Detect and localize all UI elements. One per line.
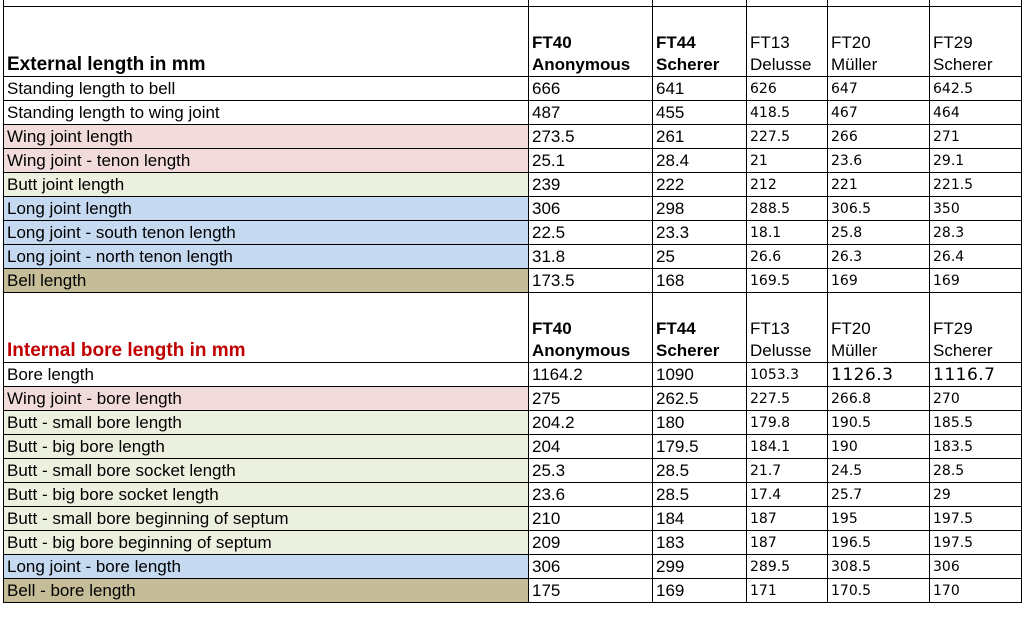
table-row: [4, 507, 1022, 531]
column-maker: Scherer: [656, 55, 720, 74]
row-label: Butt - small bore beginning of septum: [4, 507, 529, 531]
column-maker: Anonymous: [532, 341, 631, 360]
value-cell: 298: [653, 197, 747, 221]
column-header: [930, 7, 1022, 77]
table-row: [4, 149, 1022, 173]
value-cell: 227.5: [747, 125, 828, 149]
table-row: [4, 411, 1022, 435]
section-title: Internal bore length in mm: [4, 293, 529, 363]
value-cell: 29.1: [930, 149, 1022, 173]
table-row: [4, 269, 1022, 293]
value-cell: 184: [653, 507, 747, 531]
column-maker: Anonymous: [532, 55, 631, 74]
row-label: Butt - big bore beginning of septum: [4, 531, 529, 555]
column-header: [529, 7, 653, 77]
value-cell: 31.8: [529, 245, 653, 269]
value-cell: 271: [930, 125, 1022, 149]
column-header: [529, 293, 653, 363]
value-cell: 28.5: [653, 483, 747, 507]
value-cell: 190.5: [828, 411, 930, 435]
section-title: External length in mm: [4, 7, 529, 77]
value-cell: 169: [653, 579, 747, 603]
value-cell: 487: [529, 101, 653, 125]
value-cell: 262.5: [653, 387, 747, 411]
value-cell: 168: [653, 269, 747, 293]
value-cell: 1164.2: [529, 363, 653, 387]
value-cell: 306: [930, 555, 1022, 579]
value-cell: 209: [529, 531, 653, 555]
value-cell: 270: [930, 387, 1022, 411]
column-code: FT44: [656, 319, 696, 338]
table-row: [4, 125, 1022, 149]
column-code: FT44: [656, 33, 696, 52]
value-cell: 17.4: [747, 483, 828, 507]
table-row: [4, 363, 1022, 387]
value-cell: 18.1: [747, 221, 828, 245]
column-code: FT13: [750, 319, 790, 338]
value-cell: 171: [747, 579, 828, 603]
row-label: Wing joint length: [4, 125, 529, 149]
value-cell: 22.5: [529, 221, 653, 245]
measurements-table: [3, 6, 1022, 603]
row-label: Butt - big bore length: [4, 435, 529, 459]
measurements-table-body: [4, 7, 1022, 603]
value-cell: 25.1: [529, 149, 653, 173]
table-row: [4, 435, 1022, 459]
value-cell: 197.5: [930, 531, 1022, 555]
row-label: Butt joint length: [4, 173, 529, 197]
value-cell: 222: [653, 173, 747, 197]
value-cell: 266: [828, 125, 930, 149]
value-cell: 26.3: [828, 245, 930, 269]
value-cell: 288.5: [747, 197, 828, 221]
value-cell: 641: [653, 77, 747, 101]
value-cell: 28.4: [653, 149, 747, 173]
value-cell: 306: [529, 197, 653, 221]
column-maker: Müller: [831, 341, 878, 360]
row-label: Long joint - north tenon length: [4, 245, 529, 269]
value-cell: 306: [529, 555, 653, 579]
value-cell: 187: [747, 507, 828, 531]
column-code: FT13: [750, 33, 790, 52]
table-row: [4, 245, 1022, 269]
value-cell: 1116.7: [930, 363, 1022, 387]
value-cell: 212: [747, 173, 828, 197]
table-row: [4, 483, 1022, 507]
value-cell: 306.5: [828, 197, 930, 221]
value-cell: 169.5: [747, 269, 828, 293]
row-label: Butt - small bore socket length: [4, 459, 529, 483]
column-code: FT20: [831, 319, 871, 338]
column-code: FT29: [933, 33, 973, 52]
value-cell: 28.5: [653, 459, 747, 483]
column-header: [930, 293, 1022, 363]
value-cell: 183.5: [930, 435, 1022, 459]
value-cell: 29: [930, 483, 1022, 507]
table-row: [4, 531, 1022, 555]
table-row: [4, 77, 1022, 101]
value-cell: 221: [828, 173, 930, 197]
row-label: Bore length: [4, 363, 529, 387]
value-cell: 1090: [653, 363, 747, 387]
column-header: [828, 293, 930, 363]
value-cell: 195: [828, 507, 930, 531]
value-cell: 173.5: [529, 269, 653, 293]
value-cell: 170: [930, 579, 1022, 603]
value-cell: 239: [529, 173, 653, 197]
value-cell: 24.5: [828, 459, 930, 483]
value-cell: 28.5: [930, 459, 1022, 483]
row-label: Standing length to bell: [4, 77, 529, 101]
value-cell: 289.5: [747, 555, 828, 579]
value-cell: 23.3: [653, 221, 747, 245]
value-cell: 25.7: [828, 483, 930, 507]
value-cell: 227.5: [747, 387, 828, 411]
value-cell: 221.5: [930, 173, 1022, 197]
value-cell: 666: [529, 77, 653, 101]
value-cell: 169: [828, 269, 930, 293]
table-row: [4, 173, 1022, 197]
value-cell: 21: [747, 149, 828, 173]
value-cell: 26.4: [930, 245, 1022, 269]
value-cell: 196.5: [828, 531, 930, 555]
row-label: Long joint length: [4, 197, 529, 221]
row-label: Butt - small bore length: [4, 411, 529, 435]
value-cell: 308.5: [828, 555, 930, 579]
table-row: [4, 101, 1022, 125]
value-cell: 169: [930, 269, 1022, 293]
row-label: Butt - big bore socket length: [4, 483, 529, 507]
value-cell: 185.5: [930, 411, 1022, 435]
value-cell: 1053.3: [747, 363, 828, 387]
table-row: [4, 197, 1022, 221]
value-cell: 197.5: [930, 507, 1022, 531]
column-maker: Scherer: [933, 55, 993, 74]
column-header: [653, 7, 747, 77]
column-maker: Delusse: [750, 341, 812, 360]
value-cell: 187: [747, 531, 828, 555]
value-cell: 184.1: [747, 435, 828, 459]
column-header: [747, 7, 828, 77]
value-cell: 183: [653, 531, 747, 555]
value-cell: 464: [930, 101, 1022, 125]
row-label: Long joint - south tenon length: [4, 221, 529, 245]
value-cell: 26.6: [747, 245, 828, 269]
section-header-row: [4, 293, 1022, 363]
value-cell: 25: [653, 245, 747, 269]
column-header: [653, 293, 747, 363]
column-code: FT29: [933, 319, 973, 338]
value-cell: 350: [930, 197, 1022, 221]
value-cell: 418.5: [747, 101, 828, 125]
value-cell: 266.8: [828, 387, 930, 411]
column-header: [828, 7, 930, 77]
value-cell: 23.6: [828, 149, 930, 173]
value-cell: 210: [529, 507, 653, 531]
value-cell: 23.6: [529, 483, 653, 507]
table-row: [4, 555, 1022, 579]
row-label: Long joint - bore length: [4, 555, 529, 579]
value-cell: 261: [653, 125, 747, 149]
column-code: FT40: [532, 33, 572, 52]
value-cell: 190: [828, 435, 930, 459]
table-row: [4, 387, 1022, 411]
table-row: [4, 459, 1022, 483]
value-cell: 179.5: [653, 435, 747, 459]
value-cell: 170.5: [828, 579, 930, 603]
value-cell: 28.3: [930, 221, 1022, 245]
value-cell: 180: [653, 411, 747, 435]
value-cell: 1126.3: [828, 363, 930, 387]
column-code: FT20: [831, 33, 871, 52]
column-maker: Scherer: [656, 341, 720, 360]
value-cell: 467: [828, 101, 930, 125]
value-cell: 626: [747, 77, 828, 101]
value-cell: 204.2: [529, 411, 653, 435]
value-cell: 642.5: [930, 77, 1022, 101]
value-cell: 455: [653, 101, 747, 125]
value-cell: 647: [828, 77, 930, 101]
value-cell: 25.8: [828, 221, 930, 245]
table-row: [4, 579, 1022, 603]
value-cell: 25.3: [529, 459, 653, 483]
column-maker: Müller: [831, 55, 878, 74]
column-code: FT40: [532, 319, 572, 338]
value-cell: 275: [529, 387, 653, 411]
value-cell: 21.7: [747, 459, 828, 483]
column-maker: Scherer: [933, 341, 993, 360]
value-cell: 299: [653, 555, 747, 579]
value-cell: 204: [529, 435, 653, 459]
row-label: Wing joint - bore length: [4, 387, 529, 411]
row-label: Wing joint - tenon length: [4, 149, 529, 173]
value-cell: 175: [529, 579, 653, 603]
row-label: Bell length: [4, 269, 529, 293]
value-cell: 179.8: [747, 411, 828, 435]
column-header: [747, 293, 828, 363]
table-row: [4, 221, 1022, 245]
section-header-row: [4, 7, 1022, 77]
value-cell: 273.5: [529, 125, 653, 149]
row-label: Standing length to wing joint: [4, 101, 529, 125]
row-label: Bell - bore length: [4, 579, 529, 603]
column-maker: Delusse: [750, 55, 812, 74]
